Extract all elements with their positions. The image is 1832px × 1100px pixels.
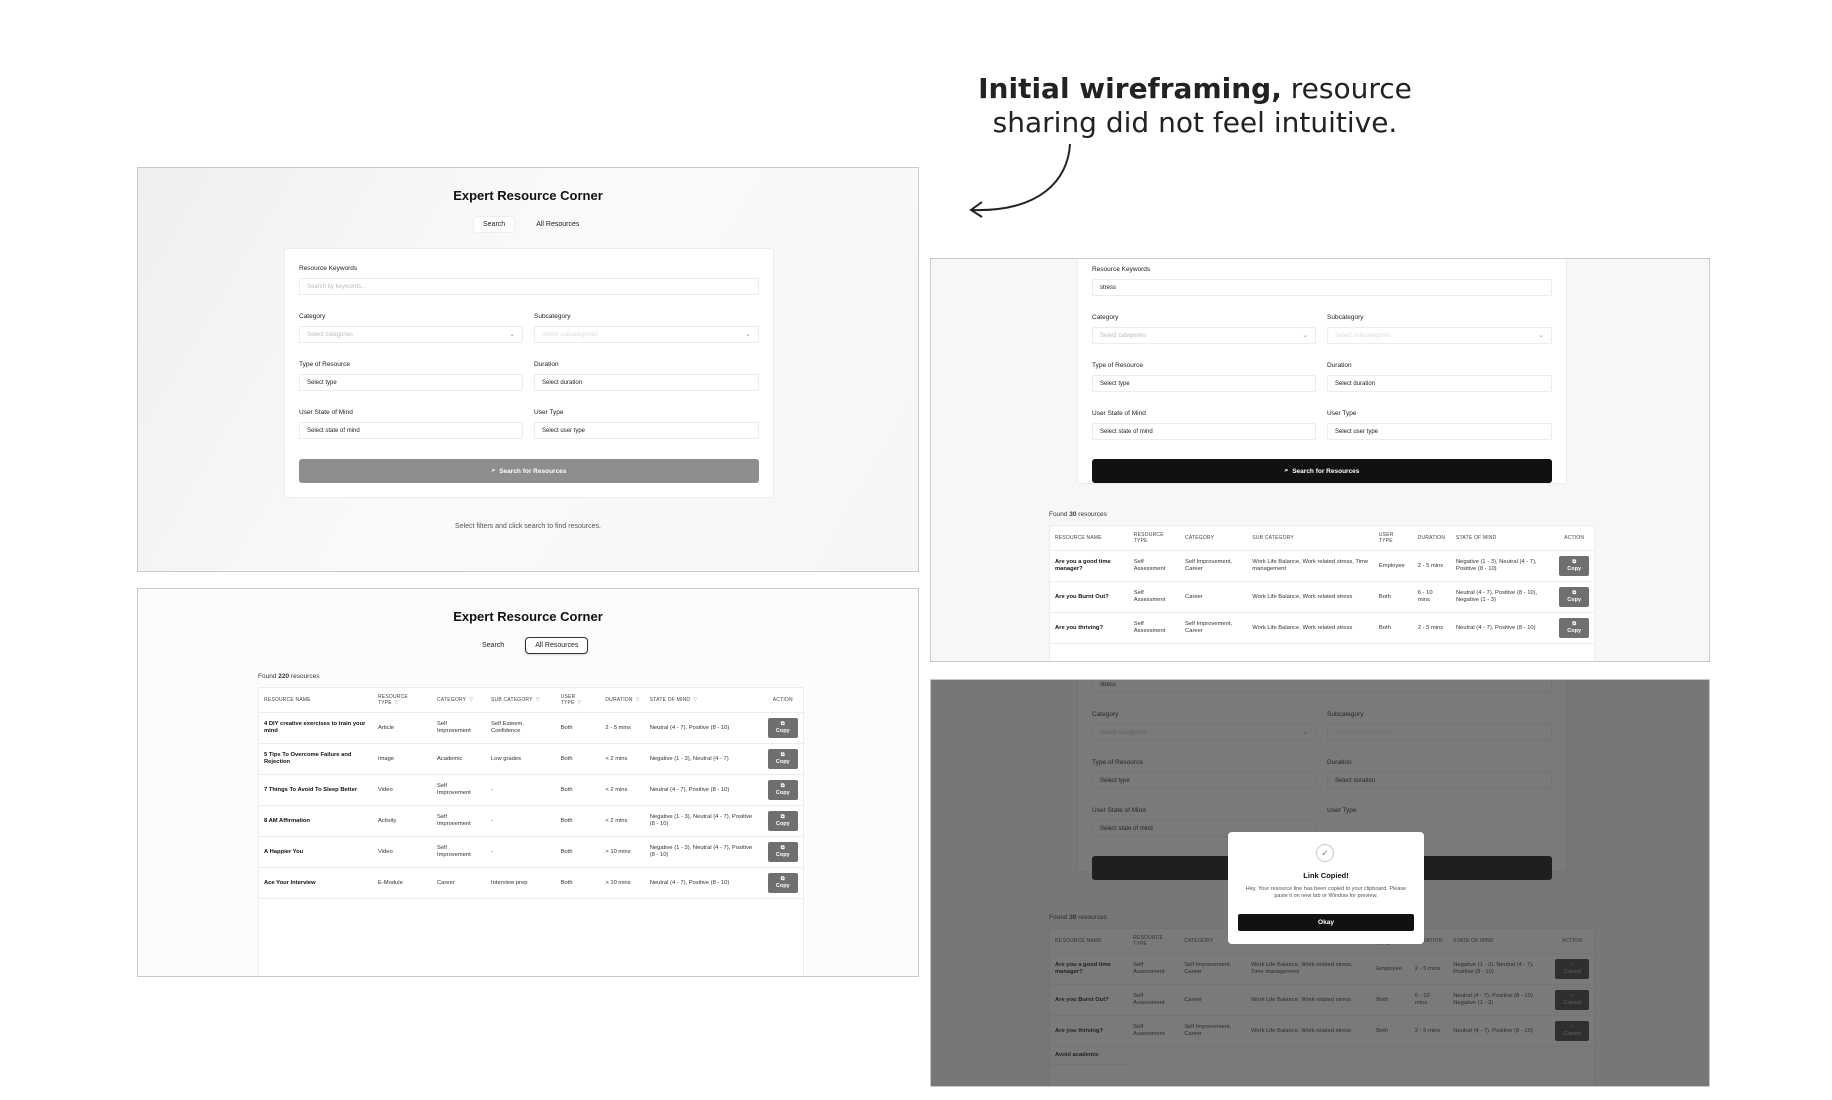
table-row xyxy=(1050,582,1594,613)
column-header: ACTION xyxy=(763,688,803,713)
page-title: Expert Resource Corner xyxy=(453,609,603,624)
action-cell xyxy=(763,713,803,744)
table-cell: Work Life Balance, Work related stress xyxy=(1247,582,1374,613)
empty-state-hint: Select filters and click search to find resources. xyxy=(455,523,601,530)
action-cell xyxy=(763,775,803,806)
search-form xyxy=(284,248,774,498)
column-header[interactable]: STATE OF MIND ▽ xyxy=(645,688,763,713)
subcategory-select[interactable] xyxy=(534,326,759,343)
annotation-text-line2: sharing did not feel intuitive. xyxy=(992,106,1398,139)
resource-name: 7 Things To Avoid To Sleep Better xyxy=(259,775,373,806)
table-cell: Both xyxy=(556,837,601,868)
tab-all-resources[interactable]: All Resources xyxy=(536,221,580,228)
keywords-label: Resource Keywords xyxy=(299,265,358,272)
column-header[interactable]: USER TYPE ▽ xyxy=(556,688,601,713)
duration-label: Duration xyxy=(1327,362,1352,369)
category-select[interactable] xyxy=(299,326,523,343)
table-cell: < 2 mins xyxy=(600,775,644,806)
table-cell: Neutral (4 - 7), Positive (8 - 10), Negative (1 - 3) xyxy=(1451,582,1554,613)
table-cell: Both xyxy=(556,806,601,837)
table-cell: Negative (1 - 3), Neutral (4 - 7) xyxy=(645,744,763,775)
column-header: SUB CATEGORY xyxy=(1247,526,1374,551)
keywords-label: Resource Keywords xyxy=(1092,266,1151,273)
usertype-select[interactable]: Select user type xyxy=(534,422,759,439)
category-label: Category xyxy=(299,313,326,320)
action-cell xyxy=(763,837,803,868)
table-cell: 6 - 10 mins xyxy=(1413,582,1451,613)
copy-button[interactable]: ⧉ Copy xyxy=(1559,587,1589,607)
search-button[interactable] xyxy=(299,459,759,483)
type-select[interactable]: Select type xyxy=(1092,375,1316,392)
column-header[interactable]: CATEGORY ▽ xyxy=(432,688,486,713)
usertype-label: User Type xyxy=(534,409,564,416)
table-row xyxy=(259,775,803,806)
column-header: CATEGORY xyxy=(1180,526,1247,551)
filter-icon[interactable]: ▽ xyxy=(635,697,640,703)
table-cell: Low grades xyxy=(486,744,556,775)
subcategory-label: Subcategory xyxy=(534,313,571,320)
table-row xyxy=(259,868,803,899)
column-header[interactable]: RESOURCE TYPE ▽ xyxy=(373,688,432,713)
table-cell: Neutral (4 - 7), Positive (8 - 10) xyxy=(645,713,763,744)
subcategory-select[interactable]: Select subcategories ⌄ xyxy=(1327,327,1552,344)
search-icon: ⌕ xyxy=(1284,467,1289,474)
table-cell: Article xyxy=(373,713,432,744)
copy-button[interactable]: ⧉ Copy xyxy=(768,873,798,893)
action-cell xyxy=(763,868,803,899)
table-cell: Interview prep xyxy=(486,868,556,899)
results-count: Found 30 resources xyxy=(1049,511,1107,518)
chevron-down-icon: ⌄ xyxy=(745,331,751,338)
table-cell: Both xyxy=(556,775,601,806)
copy-button[interactable]: ⧉ Copy xyxy=(768,842,798,862)
table-cell: Self Improvement xyxy=(432,806,486,837)
table-cell: Negative (1 - 3), Neutral (4 - 7), Positive (8 - 10) xyxy=(1451,551,1554,582)
table-cell: Both xyxy=(1374,582,1413,613)
keywords-input[interactable]: stress xyxy=(1092,279,1552,296)
table-cell: Self Improvement, Career xyxy=(1180,551,1247,582)
table-cell: Career xyxy=(432,868,486,899)
tab-all-resources[interactable]: All Resources xyxy=(525,637,588,654)
search-form xyxy=(1077,258,1567,484)
table-cell: - xyxy=(486,775,556,806)
search-button-label: Search for Resources xyxy=(499,467,567,475)
table-cell: Employee xyxy=(1374,551,1413,582)
copy-button[interactable]: ⧉ Copy xyxy=(768,780,798,800)
category-select[interactable]: Select categories ⌄ xyxy=(1092,327,1316,344)
column-header: STATE OF MIND xyxy=(1451,526,1554,551)
mind-label: User State of Mind xyxy=(299,409,353,416)
resource-name: Are you thriving? xyxy=(1050,613,1129,644)
category-label: Category xyxy=(1092,314,1119,321)
type-label: Type of Resource xyxy=(1092,362,1143,369)
subcategory-placeholder: Select subcategories xyxy=(542,332,598,338)
screen-search-form xyxy=(137,167,919,572)
table-cell: Both xyxy=(556,744,601,775)
modal-title: Link Copied! xyxy=(1303,871,1349,880)
column-header: RESOURCE TYPE xyxy=(1129,526,1180,551)
action-cell xyxy=(763,744,803,775)
chevron-down-icon: ⌄ xyxy=(1302,332,1308,339)
table-cell: Activity xyxy=(373,806,432,837)
table-row xyxy=(259,806,803,837)
resource-name: 8 AM Affirmation xyxy=(259,806,373,837)
table-cell: Career xyxy=(1180,582,1247,613)
copy-button[interactable]: ⧉ Copy xyxy=(768,749,798,769)
usertype-select[interactable]: Select user type xyxy=(1327,423,1552,440)
screen-link-copied xyxy=(930,679,1710,1087)
check-icon: ✓ xyxy=(1316,844,1334,862)
column-header: RESOURCE NAME xyxy=(1050,526,1129,551)
table-cell: Self Assessment xyxy=(1129,551,1180,582)
tab-search[interactable]: Search xyxy=(473,216,515,233)
curved-arrow-icon xyxy=(960,140,1080,230)
table-cell: Video xyxy=(373,775,432,806)
table-cell: - xyxy=(486,837,556,868)
table-cell: Neutral (4 - 7), Positive (8 - 10) xyxy=(1451,613,1554,644)
copy-button[interactable]: ⧉ Copy xyxy=(768,811,798,831)
resource-name: 5 Tips To Overcome Failure and Rejection xyxy=(259,744,373,775)
action-cell xyxy=(1554,551,1594,582)
table-cell: Image xyxy=(373,744,432,775)
filter-icon[interactable]: ▽ xyxy=(535,697,540,703)
chevron-down-icon: ⌄ xyxy=(1538,332,1544,339)
copy-button[interactable]: ⧉ Copy xyxy=(1559,556,1589,576)
table-cell: Self Assessment xyxy=(1129,582,1180,613)
results-count: Found 220 resources xyxy=(258,673,320,680)
filter-icon[interactable]: ▽ xyxy=(469,697,474,703)
category-placeholder: Select categories xyxy=(307,332,354,338)
subcategory-label: Subcategory xyxy=(1327,314,1364,321)
screen-all-resources xyxy=(137,588,919,977)
column-header[interactable]: SUB CATEGORY ▽ xyxy=(486,688,556,713)
copy-button[interactable]: ⧉ Copy xyxy=(768,718,798,738)
annotation-caption xyxy=(860,72,1530,140)
okay-button[interactable]: Okay xyxy=(1238,914,1414,931)
table-cell: 2 - 5 mins xyxy=(600,713,644,744)
modal-body: Hey, Your resource line has been copied to your clipboard. Please paste it on new tab or Window for preview. xyxy=(1245,886,1407,899)
table-row xyxy=(259,713,803,744)
resource-name: Ace Your Interview xyxy=(259,868,373,899)
resource-name: 4 DIY creative exercises to train your mind xyxy=(259,713,373,744)
table-cell: < 2 mins xyxy=(600,806,644,837)
table-cell: Both xyxy=(556,868,601,899)
tab-search[interactable]: Search xyxy=(482,642,505,649)
filter-icon[interactable]: ▽ xyxy=(577,700,582,706)
action-cell xyxy=(1554,613,1594,644)
action-cell xyxy=(763,806,803,837)
duration-select[interactable]: Select duration xyxy=(1327,375,1552,392)
table-cell: Work Life Balance, Work related stress, Time management xyxy=(1247,551,1374,582)
table-cell: Video xyxy=(373,837,432,868)
resources-table xyxy=(258,687,804,977)
type-label: Type of Resource xyxy=(299,361,350,368)
link-copied-modal xyxy=(1228,832,1424,944)
table-cell: Neutral (4 - 7), Positive (8 - 10) xyxy=(645,775,763,806)
table-cell: Both xyxy=(556,713,601,744)
search-icon: ⌕ xyxy=(491,467,496,474)
table-cell: Self Assessment xyxy=(1129,613,1180,644)
duration-select[interactable]: Select duration xyxy=(534,374,759,391)
table-cell: Self Improvement xyxy=(432,775,486,806)
table-cell: Self Improvement, Career xyxy=(1180,613,1247,644)
table-cell: > 10 mins xyxy=(600,837,644,868)
table-cell: > 10 mins xyxy=(600,868,644,899)
chevron-down-icon: ⌄ xyxy=(509,331,515,338)
table-cell: Self Improvement xyxy=(432,713,486,744)
mind-label: User State of Mind xyxy=(1092,410,1146,417)
table-cell: Self Improvement xyxy=(432,837,486,868)
column-header: DURATION xyxy=(1413,526,1451,551)
action-cell xyxy=(1554,582,1594,613)
search-button[interactable]: ⌕ Search for Resources xyxy=(1092,459,1552,483)
usertype-label: User Type xyxy=(1327,410,1357,417)
table-cell: 2 - 5 mins xyxy=(1413,613,1451,644)
table-row xyxy=(259,744,803,775)
table-cell: Negative (1 - 3), Neutral (4 - 7), Positive (8 - 10) xyxy=(645,806,763,837)
copy-button[interactable]: ⧉ Copy xyxy=(1559,618,1589,638)
column-header: ACTION xyxy=(1554,526,1594,551)
resource-name: Are you a good time manager? xyxy=(1050,551,1129,582)
table-cell: Academic xyxy=(432,744,486,775)
table-cell: E-Module xyxy=(373,868,432,899)
type-select[interactable]: Select type xyxy=(299,374,523,391)
table-row xyxy=(259,837,803,868)
table-cell: 2 - 5 mins xyxy=(1413,551,1451,582)
column-header: USER TYPE xyxy=(1374,526,1413,551)
page-title: Expert Resource Corner xyxy=(453,188,603,203)
table-cell: - xyxy=(486,806,556,837)
filter-icon[interactable]: ▽ xyxy=(693,697,698,703)
mind-select[interactable]: Select state of mind xyxy=(1092,423,1316,440)
annotation-text: resource xyxy=(1281,72,1412,105)
annotation-bold: Initial wireframing, xyxy=(978,72,1282,105)
table-cell: Neutral (4 - 7), Positive (8 - 10) xyxy=(645,868,763,899)
duration-label: Duration xyxy=(534,361,559,368)
table-cell: Both xyxy=(1374,613,1413,644)
resource-name: A Happier You xyxy=(259,837,373,868)
table-row xyxy=(1050,613,1594,644)
table-cell: Self Esteem, Confidence xyxy=(486,713,556,744)
column-header[interactable]: DURATION ▽ xyxy=(600,688,644,713)
column-header: RESOURCE NAME xyxy=(259,688,373,713)
screen-search-results xyxy=(930,258,1710,662)
results-table xyxy=(1049,525,1595,662)
table-row xyxy=(1050,551,1594,582)
keywords-input[interactable]: Search by keywords... xyxy=(299,278,759,295)
table-cell: Negative (1 - 3), Neutral (4 - 7), Positive (8 - 10) xyxy=(645,837,763,868)
table-cell: < 2 mins xyxy=(600,744,644,775)
resource-name: Are you Burnt Out? xyxy=(1050,582,1129,613)
table-cell: Work Life Balance, Work related stress xyxy=(1247,613,1374,644)
mind-select[interactable]: Select state of mind xyxy=(299,422,523,439)
filter-icon[interactable]: ▽ xyxy=(394,700,399,706)
